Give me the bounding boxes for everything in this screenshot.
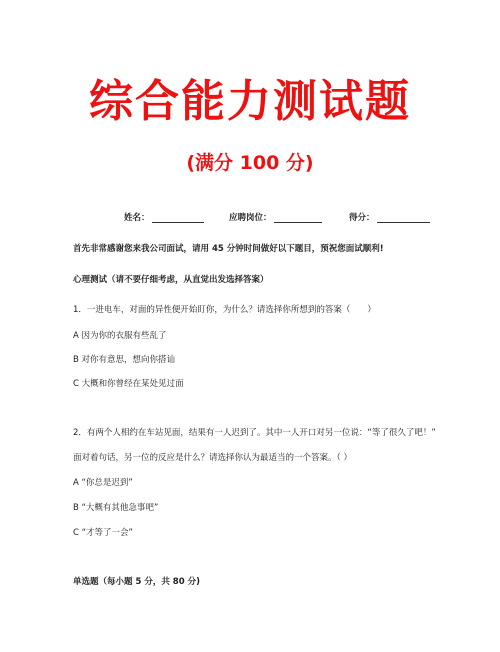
page-title: 综合能力测试题: [89, 76, 411, 127]
question-2-continued: 面对着句话，另一位的反应是什么？请选择你认为最适当的一个答案。（ ）: [73, 453, 352, 463]
q1-option-a: A 因为你的衣服有些乱了: [73, 331, 167, 341]
position-blank: [274, 212, 322, 223]
q2-option-a: A “你总是迟到”: [73, 478, 133, 488]
score-blank: [377, 212, 430, 223]
position-field: [229, 211, 322, 223]
section-psych-heading: 心理测试（请不要仔细考虑，从直觉出发选择答案）: [73, 275, 269, 285]
q1-option-b: B 对你有意思，想向你搭讪: [73, 355, 176, 365]
question-1: 1．一进电车，对面的异性便开始盯你，为什么？请选择你所想到的答案（ ）: [73, 305, 376, 315]
name-field: [124, 211, 204, 223]
section-single-choice-heading: 单选题（每小题 5 分，共 80 分): [73, 577, 200, 587]
score-field: [349, 211, 430, 223]
question-2: 2．有两个人相约在车站见面，结果有一人迟到了。其中一人开口对另一位说：“等了很久了吧！”: [73, 428, 436, 438]
q2-option-c: C “才等了一会”: [73, 528, 133, 538]
q2-option-b: B “大概有其他急事吧”: [73, 503, 159, 513]
position-label: 应聘岗位：: [229, 213, 272, 223]
q1-option-c: C 大概和你曾经在某处见过面: [73, 379, 184, 389]
score-label: 得分：: [349, 213, 375, 223]
name-label: 姓名：: [124, 213, 150, 223]
intro-text: 首先非常感谢您来我公司面试，请用 45 分钟时间做好以下题目，预祝您面试顺利!: [73, 244, 384, 254]
name-blank: [152, 212, 204, 223]
candidate-info-fields: [0, 211, 500, 225]
page-subtitle: (满分 100 分): [186, 152, 314, 174]
